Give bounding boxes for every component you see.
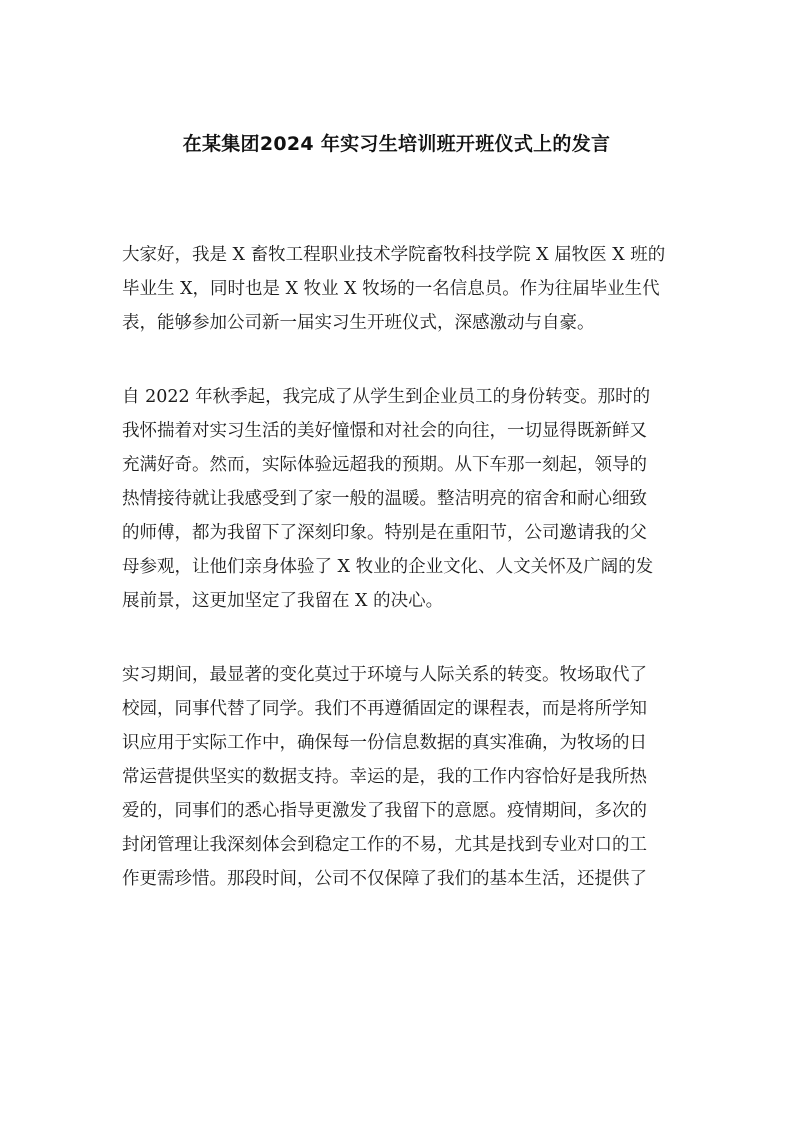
paragraph-line: 识应用于实际工作中，确保每一份信息数据的真实准确，为牧场的日 [122,733,647,753]
paragraph-3 [122,658,674,896]
paragraph-line: 热情接待就让我感受到了家一般的温暖。整洁明亮的宿舍和耐心细致 [122,489,647,509]
paragraph-line: 母参观，让他们亲身体验了 X 牧业的企业文化、人文关怀及广阔的发 [122,557,654,577]
paragraph-line: 毕业生 X，同时也是 X 牧业 X 牧场的一名信息员。作为往届毕业生代 [122,279,660,299]
paragraph-spacer [122,340,674,380]
document-body [122,238,674,896]
paragraph-line: 作更需珍惜。那段时间，公司不仅保障了我们的基本生活，还提供了 [122,869,647,889]
paragraph-line: 自 2022 年秋季起，我完成了从学生到企业员工的身份转变。那时的 [122,387,651,407]
paragraph-2 [122,380,674,618]
paragraph-line: 大家好，我是 X 畜牧工程职业技术学院畜牧科技学院 X 届牧医 X 班的 [122,245,666,265]
paragraph-line: 充满好奇。然而，实际体验远超我的预期。从下车那一刻起，领导的 [122,455,647,475]
paragraph-line: 的师傅，都为我留下了深刻印象。特别是在重阳节，公司邀请我的父 [122,523,647,543]
paragraph-line: 封闭管理让我深刻体会到稳定工作的不易，尤其是找到专业对口的工 [122,835,647,855]
paragraph-spacer [122,618,674,658]
paragraph-line: 展前景，这更加坚定了我留在 X 的决心。 [122,591,444,611]
paragraph-line: 常运营提供坚实的数据支持。幸运的是，我的工作内容恰好是我所热 [122,767,647,787]
document-title: 在某集团2024 年实习生培训班开班仪式上的发言 [182,133,611,155]
paragraph-line: 实习期间，最显著的变化莫过于环境与人际关系的转变。牧场取代了 [122,665,647,685]
paragraph-line: 表，能够参加公司新一届实习生开班仪式，深感激动与自豪。 [122,313,595,333]
paragraph-line: 校园，同事代替了同学。我们不再遵循固定的课程表，而是将所学知 [122,699,647,719]
paragraph-line: 我怀揣着对实习生活的美好憧憬和对社会的向往，一切显得既新鲜又 [122,421,647,441]
paragraph-line: 爱的，同事们的悉心指导更激发了我留下的意愿。疫情期间，多次的 [122,801,647,821]
paragraph-1 [122,238,674,340]
